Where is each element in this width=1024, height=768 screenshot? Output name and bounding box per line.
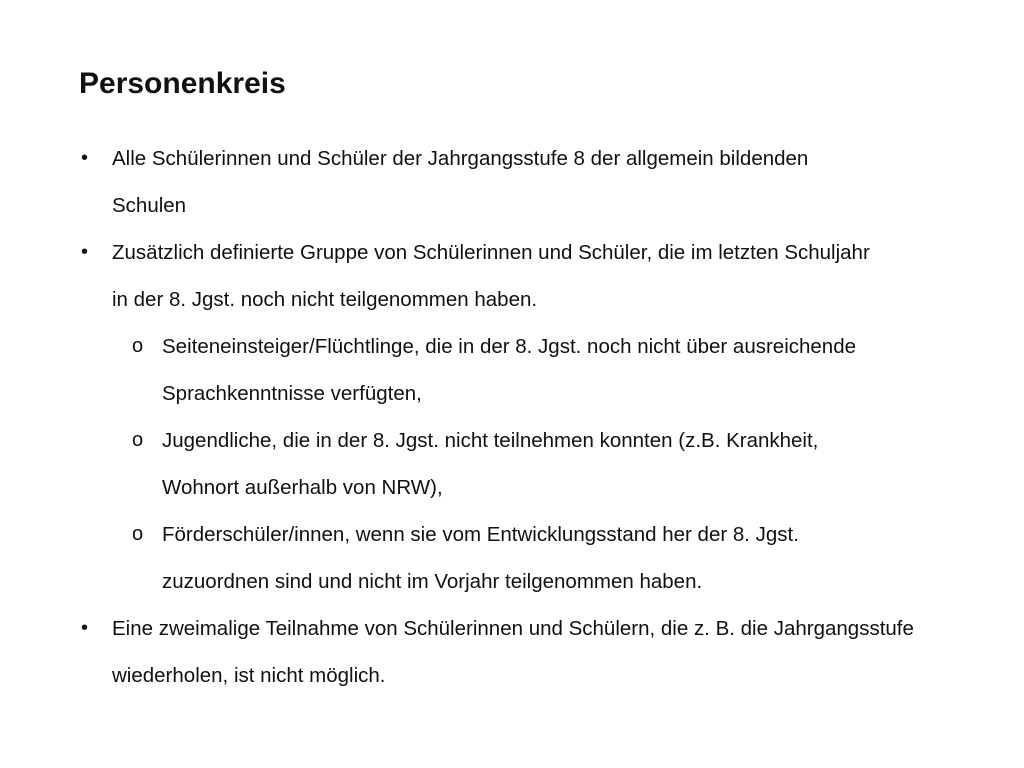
sub-bullet-marker: o <box>132 429 144 451</box>
sub-bullet-text: Jugendliche, die in der 8. Jgst. nicht teilnehmen konnten (z.B. Krankheit, Wohnort außerhalb von NRW), <box>162 429 819 499</box>
bullet-marker: • <box>81 241 89 263</box>
bullet-list <box>79 135 979 699</box>
bullet-item-1 <box>79 135 979 229</box>
sub-bullet-text: Förderschüler/innen, wenn sie vom Entwicklungsstand her der 8. Jgst. zuzuordnen sind und nicht im Vorjahr teilgenommen haben. <box>162 523 799 593</box>
sub-bullet-marker: o <box>132 335 144 357</box>
bullet-text: Alle Schülerinnen und Schüler der Jahrgangsstufe 8 der allgemein bildenden Schulen <box>112 147 809 217</box>
bullet-item-2 <box>79 229 979 323</box>
sub-bullet-item-3 <box>79 511 979 605</box>
sub-bullet-item-1 <box>79 323 979 417</box>
sub-bullet-item-2 <box>79 417 979 511</box>
slide-title: Personenkreis <box>79 67 286 100</box>
sub-bullet-text: Seiteneinsteiger/Flüchtlinge, die in der 8. Jgst. noch nicht über ausreichende Sprachkenntnisse verfügten, <box>162 335 857 405</box>
bullet-marker: • <box>81 617 89 639</box>
bullet-text: Eine zweimalige Teilnahme von Schülerinnen und Schülern, die z. B. die Jahrgangsstufe wiederholen, ist nicht möglich. <box>112 617 914 687</box>
bullet-text: Zusätzlich definierte Gruppe von Schülerinnen und Schüler, die im letzten Schuljahr in der 8. Jgst. noch nicht teilgenommen haben. <box>112 241 870 311</box>
bullet-item-3 <box>79 605 979 699</box>
sub-bullet-marker: o <box>132 523 144 545</box>
bullet-marker: • <box>81 147 89 169</box>
